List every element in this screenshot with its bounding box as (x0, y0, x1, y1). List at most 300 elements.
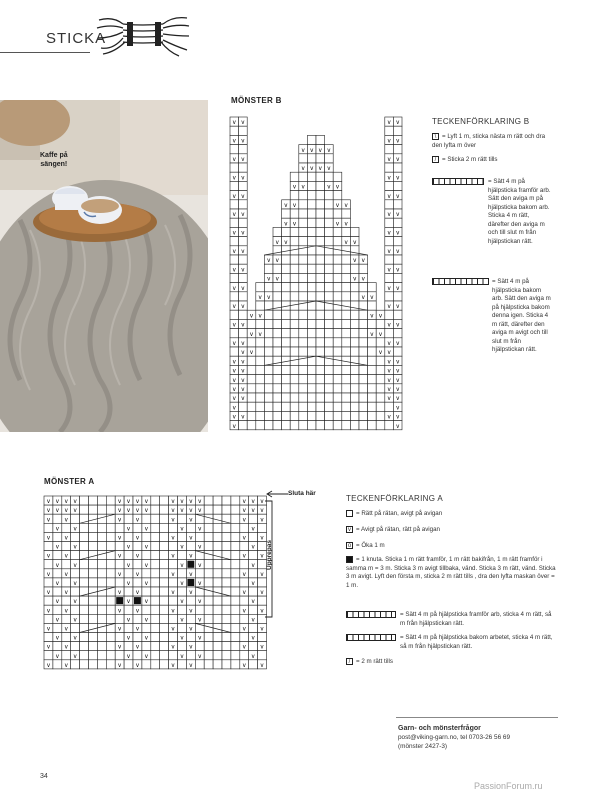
chart-cell (53, 642, 62, 651)
chart-cell (97, 496, 106, 505)
chart-cell (133, 614, 142, 623)
chart-cell (89, 642, 98, 651)
purl-mark: v (46, 508, 50, 515)
purl-mark: v (301, 147, 305, 154)
chart-cell (80, 614, 89, 623)
chart-cell (282, 255, 291, 264)
chart-cell (290, 319, 299, 328)
chart-cell (213, 642, 222, 651)
chart-cell (393, 273, 402, 282)
chart-cell (350, 264, 359, 273)
purl-mark: v (260, 608, 264, 615)
chart-cell (273, 329, 282, 338)
chart-cell (80, 578, 89, 587)
chart-cell (213, 523, 222, 532)
chart-cell (240, 651, 249, 660)
pattern-a-title: MÖNSTER A (44, 477, 95, 486)
chart-cell (376, 375, 385, 384)
purl-mark: v (118, 608, 122, 615)
chart-cell (393, 310, 402, 319)
chart-cell (89, 660, 98, 669)
chart-cell (231, 514, 240, 523)
purl-mark: v (241, 267, 245, 274)
chart-cell (350, 301, 359, 310)
purl-mark: v (387, 414, 391, 421)
chart-cell (247, 384, 256, 393)
chart-cell (299, 402, 308, 411)
chart-cell (307, 209, 316, 218)
chart-cell (106, 605, 115, 614)
purl-mark: v (171, 626, 175, 633)
chart-cell (307, 310, 316, 319)
chart-cell (316, 154, 325, 163)
chart-cell (106, 633, 115, 642)
chart-cell (258, 633, 267, 642)
chart-cell (368, 338, 377, 347)
chart-cell (124, 660, 133, 669)
chart-cell (256, 338, 265, 347)
purl-mark: v (118, 508, 122, 515)
chart-cell (222, 523, 231, 532)
chart-cell (325, 365, 334, 374)
purl-mark: v (241, 120, 245, 127)
chart-cell (256, 347, 265, 356)
chart-cell (376, 421, 385, 430)
chart-cell (247, 421, 256, 430)
purl-mark: v (135, 535, 139, 542)
purl-mark: v (232, 341, 236, 347)
chart-cell (213, 614, 222, 623)
chart-cell (106, 569, 115, 578)
purl-mark: v (135, 626, 139, 633)
purl-mark: v (258, 331, 262, 338)
chart-cell (316, 365, 325, 374)
chart-cell (239, 421, 248, 430)
chart-cell (290, 384, 299, 393)
chart-cell (290, 172, 299, 181)
legend-b-item: \ = Lyft 1 m, sticka nästa m rätt och dra den lyfta m över (432, 133, 546, 149)
chart-cell (376, 356, 385, 365)
chart-cell (385, 181, 394, 190)
chart-cell (350, 310, 359, 319)
purl-mark: v (396, 212, 400, 219)
purl-mark: v (180, 599, 184, 606)
purl-mark: v (267, 295, 271, 301)
purl-mark: v (353, 276, 357, 283)
chart-cell (178, 569, 187, 578)
chart-cell (307, 273, 316, 282)
chart-cell (204, 614, 213, 623)
chart-cell (299, 154, 308, 163)
purl-mark: v (241, 212, 245, 219)
chart-cell (186, 614, 195, 623)
chart-cell (231, 551, 240, 560)
purl-mark: v (46, 499, 50, 506)
purl-mark: v (180, 617, 184, 624)
chart-cell (299, 246, 308, 255)
chart-cell (115, 614, 124, 623)
chart-cell (247, 338, 256, 347)
chart-cell (342, 329, 351, 338)
purl-mark: v (396, 359, 400, 366)
chart-cell (385, 292, 394, 301)
chart-cell (230, 181, 239, 190)
purl-mark: v (370, 331, 374, 338)
legend-a-item: v = Avigt på rätan, rätt på avigan (348, 526, 440, 534)
purl-mark: v (232, 249, 236, 255)
purl-mark: v (251, 544, 255, 551)
chart-cell (359, 264, 368, 273)
chart-cell (151, 614, 160, 623)
chart-cell (115, 542, 124, 551)
chart-cell (273, 319, 282, 328)
purl-mark: v (135, 517, 139, 524)
purl-mark: v (387, 157, 391, 163)
repeat-label: Upprepas (266, 540, 273, 570)
purl-mark: v (198, 562, 202, 569)
chart-cell (151, 605, 160, 614)
chart-cell (89, 569, 98, 578)
purl-mark: v (189, 571, 193, 578)
header-divider (0, 52, 90, 53)
purl-mark: v (64, 590, 68, 597)
chart-cell (282, 347, 291, 356)
chart-cell (142, 660, 151, 669)
chart-cell (316, 338, 325, 347)
chart-cell (256, 356, 265, 365)
chart-cell (273, 375, 282, 384)
chart-cell (307, 375, 316, 384)
chart-cell (385, 126, 394, 135)
arrow-left-icon (264, 490, 290, 498)
pattern-a-chart (42, 494, 292, 676)
purl-mark: v (242, 499, 246, 506)
chart-cell (282, 310, 291, 319)
chart-cell (256, 365, 265, 374)
purl-mark: v (396, 341, 400, 347)
purl-mark: v (144, 562, 148, 569)
chart-cell (264, 411, 273, 420)
chart-cell (299, 310, 308, 319)
purl-mark: v (387, 387, 391, 393)
purl-mark: v (127, 562, 131, 569)
chart-cell (213, 660, 222, 669)
purl-mark: v (171, 644, 175, 651)
chart-cell (231, 605, 240, 614)
chart-cell (264, 393, 273, 402)
purl-mark: v (242, 508, 246, 515)
purl-mark: v (387, 212, 391, 219)
chart-cell (160, 605, 169, 614)
chart-cell (307, 329, 316, 338)
chart-cell (240, 614, 249, 623)
chart-cell (264, 338, 273, 347)
chart-cell (256, 411, 265, 420)
purl-mark: v (232, 157, 236, 163)
purl-mark: v (198, 635, 202, 642)
chart-cell (290, 209, 299, 218)
chart-cell (169, 578, 178, 587)
chart-cell (151, 633, 160, 642)
footer-info (398, 724, 510, 751)
chart-cell (290, 421, 299, 430)
chart-cell (97, 605, 106, 614)
chart-cell (230, 145, 239, 154)
chart-cell (178, 660, 187, 669)
purl-mark: v (46, 517, 50, 524)
purl-mark: v (135, 571, 139, 578)
purl-mark: v (267, 276, 271, 283)
chart-cell (299, 255, 308, 264)
chart-cell (106, 542, 115, 551)
chart-cell (106, 560, 115, 569)
bobble-mark (187, 579, 194, 586)
chart-cell (44, 578, 53, 587)
chart-cell (273, 301, 282, 310)
chart-cell (307, 283, 316, 292)
purl-mark: v (242, 662, 246, 669)
chart-cell (151, 523, 160, 532)
purl-mark: v (189, 535, 193, 542)
chart-cell (151, 532, 160, 541)
chart-cell (97, 542, 106, 551)
purl-mark: v (241, 175, 245, 182)
chart-cell (249, 605, 258, 614)
chart-cell (333, 375, 342, 384)
purl-mark: v (135, 644, 139, 651)
purl-mark: v (180, 508, 184, 515)
chart-cell (89, 496, 98, 505)
purl-mark: v (135, 508, 139, 515)
chart-cell (62, 542, 71, 551)
purl-mark: v (260, 644, 264, 651)
chart-cell (204, 633, 213, 642)
chart-cell (342, 273, 351, 282)
purl-mark: v (64, 644, 68, 651)
purl-mark: v (387, 175, 391, 182)
purl-mark: v (396, 304, 400, 311)
purl-mark: v (310, 147, 314, 154)
chart-cell (299, 264, 308, 273)
purl-mark: v (55, 508, 59, 515)
chart-cell (239, 200, 248, 209)
chart-cell (195, 660, 204, 669)
chart-cell (204, 505, 213, 514)
chart-cell (231, 596, 240, 605)
chart-cell (307, 200, 316, 209)
chart-cell (282, 375, 291, 384)
chart-cell (53, 532, 62, 541)
chart-cell (273, 347, 282, 356)
chart-cell (359, 375, 368, 384)
chart-cell (106, 505, 115, 514)
purl-mark: v (118, 590, 122, 597)
purl-mark: v (127, 635, 131, 642)
purl-mark: v (387, 396, 391, 403)
chart-cell (89, 560, 98, 569)
chart-cell (393, 347, 402, 356)
bobble-icon (346, 556, 353, 563)
chart-cell (230, 163, 239, 172)
chart-cell (186, 651, 195, 660)
chart-cell (213, 496, 222, 505)
purl-mark: v (64, 508, 68, 515)
chart-cell (124, 569, 133, 578)
chart-cell (264, 319, 273, 328)
chart-cell (316, 319, 325, 328)
purl-mark: v (127, 617, 131, 624)
chart-cell (333, 273, 342, 282)
chart-cell (325, 264, 334, 273)
chart-cell (160, 532, 169, 541)
chart-cell (80, 505, 89, 514)
chart-cell (160, 578, 169, 587)
chart-cell (142, 587, 151, 596)
chart-cell (264, 402, 273, 411)
purl-mark: v (336, 203, 339, 209)
chart-cell (316, 411, 325, 420)
chart-cell (115, 633, 124, 642)
chart-cell (316, 329, 325, 338)
chart-cell (230, 237, 239, 246)
purl-mark: v (55, 544, 59, 551)
chart-cell (316, 393, 325, 402)
chart-cell (307, 135, 316, 144)
chart-cell (106, 660, 115, 669)
chart-cell (376, 338, 385, 347)
purl-mark: v (64, 626, 68, 633)
chart-cell (115, 651, 124, 660)
purl-mark: v (127, 653, 131, 660)
purl-mark: v (46, 571, 50, 578)
chart-cell (333, 209, 342, 218)
purl-mark: v (232, 423, 236, 430)
chart-cell (169, 596, 178, 605)
chart-cell (115, 523, 124, 532)
purl-mark: v (242, 571, 246, 578)
chart-cell (273, 402, 282, 411)
purl-mark: v (242, 644, 246, 651)
purl-mark: v (396, 157, 400, 163)
purl-mark: v (232, 368, 236, 375)
purl-mark: v (144, 635, 148, 642)
purl-mark: v (396, 285, 400, 292)
chart-cell (376, 402, 385, 411)
chart-cell (240, 542, 249, 551)
chart-cell (282, 209, 291, 218)
chart-cell (249, 514, 258, 523)
purl-mark: v (284, 221, 288, 228)
chart-cell (89, 596, 98, 605)
purl-mark: v (344, 221, 348, 228)
chart-cell (290, 365, 299, 374)
chart-cell (290, 292, 299, 301)
purl-mark: v (180, 544, 184, 551)
purl-mark: v (171, 517, 175, 524)
chart-cell (350, 411, 359, 420)
chart-cell (247, 375, 256, 384)
purl-mark: v (73, 617, 77, 624)
purl-mark: v (127, 499, 131, 506)
chart-cell (151, 551, 160, 560)
chart-cell (342, 384, 351, 393)
chart-cell (273, 227, 282, 236)
chart-cell (222, 660, 231, 669)
chart-cell (213, 633, 222, 642)
purl-mark: v (55, 526, 59, 533)
purl-mark: v (118, 499, 122, 506)
chart-cell (325, 209, 334, 218)
chart-cell (264, 375, 273, 384)
chart-cell (231, 560, 240, 569)
chart-cell (342, 338, 351, 347)
purl-mark: v (241, 368, 245, 375)
chart-cell (290, 402, 299, 411)
purl-mark: v (232, 377, 236, 384)
photo-caption: Kaffe på sängen! (40, 152, 68, 168)
chart-cell (97, 560, 106, 569)
chart-cell (239, 237, 248, 246)
purl-mark: v (387, 359, 391, 366)
purl-mark: v (189, 517, 193, 524)
chart-cell (307, 384, 316, 393)
chart-cell (151, 542, 160, 551)
chart-cell (239, 218, 248, 227)
chart-cell (204, 596, 213, 605)
chart-cell (231, 496, 240, 505)
chart-cell (333, 393, 342, 402)
chart-cell (53, 605, 62, 614)
chart-cell (247, 356, 256, 365)
chart-cell (151, 587, 160, 596)
chart-cell (350, 227, 359, 236)
chart-cell (62, 614, 71, 623)
pattern-b-title: MÖNSTER B (231, 96, 282, 105)
chart-cell (222, 605, 231, 614)
chart-cell (142, 532, 151, 541)
purl-mark: v (198, 599, 202, 606)
chart-cell (316, 181, 325, 190)
chart-cell (385, 310, 394, 319)
purl-mark: v (118, 517, 122, 524)
purl-mark: v (387, 249, 391, 255)
purl-mark: v (64, 608, 68, 615)
chart-cell (325, 356, 334, 365)
purl-mark: v (396, 138, 400, 145)
purl-mark: v (275, 276, 279, 283)
purl-mark: v (284, 203, 288, 209)
purl-mark: v (327, 166, 331, 173)
chart-cell (385, 402, 394, 411)
chart-cell (142, 623, 151, 632)
chart-cell (333, 237, 342, 246)
purl-mark: v (301, 184, 305, 191)
chart-cell (350, 319, 359, 328)
footer-contact: post@viking-garn.no, tel 0703-26 56 69 (398, 734, 511, 741)
chart-cell (160, 633, 169, 642)
chart-cell (97, 523, 106, 532)
purl-mark: v (180, 526, 184, 533)
purl-mark: v (387, 377, 391, 384)
purl-mark: v (293, 221, 296, 228)
chart-cell (359, 411, 368, 420)
chart-cell (239, 181, 248, 190)
chart-cell (325, 292, 334, 301)
chart-cell (325, 319, 334, 328)
purl-mark: v (250, 313, 253, 320)
chart-cell (169, 560, 178, 569)
chart-cell (325, 237, 334, 246)
